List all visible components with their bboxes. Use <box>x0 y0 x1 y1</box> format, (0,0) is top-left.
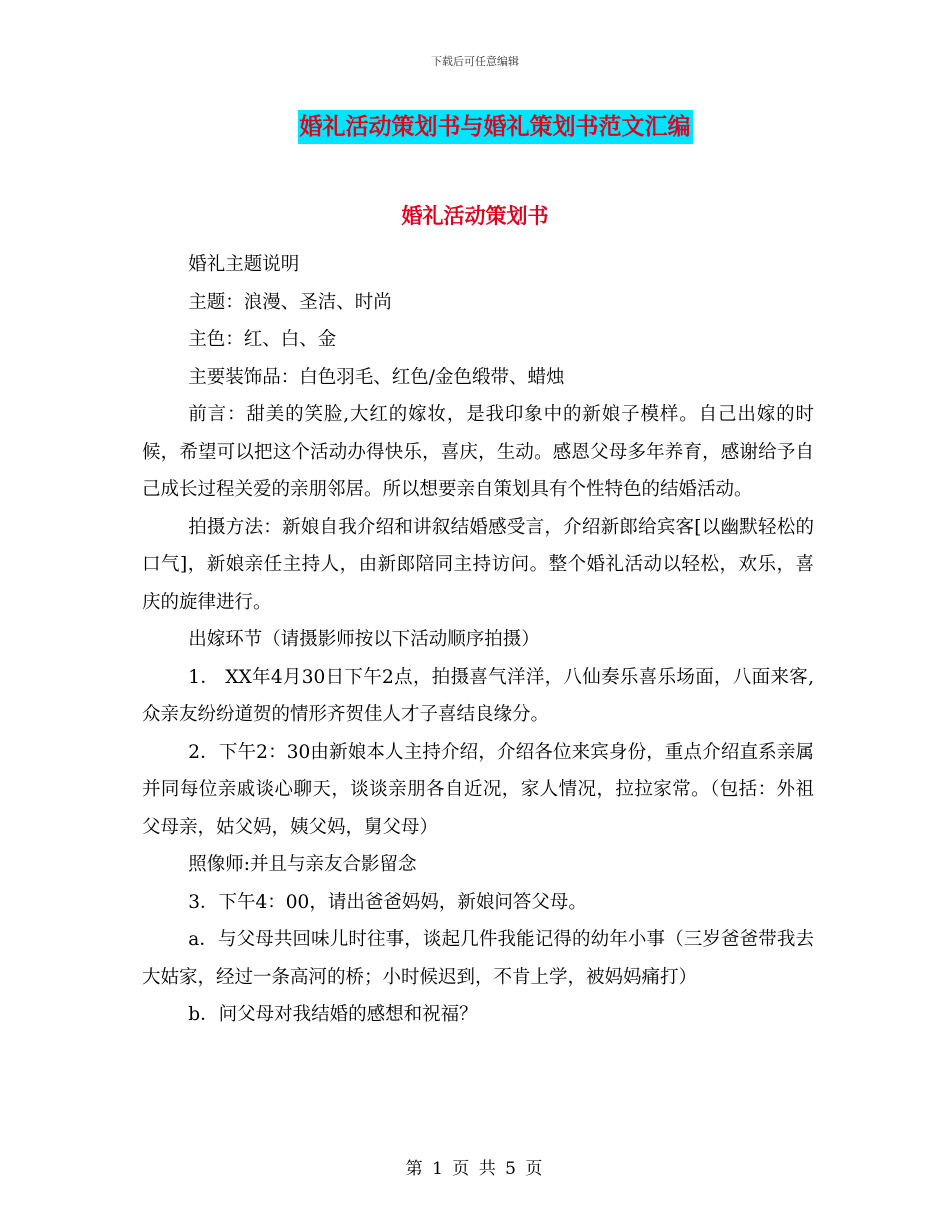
paragraph-theme: 主题：浪漫、圣洁、时尚 <box>188 291 392 313</box>
body-text <box>142 246 814 1034</box>
section-title: 婚礼活动策划书 <box>401 204 549 228</box>
paragraph-preface: 前言：甜美的笑脸,大红的嫁妆，是我印象中的新娘子模样。自己出嫁的时候，希望可以把这个活动办得快乐，喜庆，生动。感恩父母多年养育，感谢给予自己成长过程关爱的亲朋邻居。所以想要亲自策划具有个性特色的结婚活动。 <box>142 404 814 500</box>
paragraph-shooting-method: 拍摄方法：新娘自我介绍和讲叙结婚感受言，介绍新郎给宾客[以幽默轻松的口气]，新娘亲任主持人，由新郎陪同主持访问。整个婚礼活动以轻松，欢乐，喜庆的旋律进行。 <box>142 516 814 613</box>
paragraph-item-b: b．问父母对我结婚的感想和祝福？ <box>188 1004 478 1025</box>
paragraph-item-3: 3．下午4：00，请出爸爸妈妈，新娘问答父母。 <box>188 891 587 913</box>
paragraph-photographer-note: 照像师:并且与亲友合影留念 <box>188 854 417 875</box>
page-number-footer: 第 1 页 共 5 页 <box>405 1159 545 1179</box>
header-note: 下载后可任意编辑 <box>431 55 519 68</box>
paragraph-main-colors: 主色：红、白、金 <box>188 329 337 350</box>
document-title: 婚礼活动策划书与婚礼策划书范文汇编 <box>298 110 693 144</box>
paragraph-item-1: 1． XX年4月30日下午2点，拍摄喜气洋洋，八仙奏乐喜乐场面，八面来客,众亲友纷纷道贺的情形齐贺佳人才子喜结良缘分。 <box>142 666 814 725</box>
document-title-container <box>0 110 950 144</box>
paragraph-item-a: a．与父母共回味儿时往事，谈起几件我能记得的幼年小事（三岁爸爸带我去大姑家，经过一条高河的桥；小时候迟到，不肯上学，被妈妈痛打） <box>142 929 814 988</box>
paragraph-wedding-segment: 出嫁环节（请摄影师按以下活动顺序拍摄） <box>188 629 540 650</box>
paragraph-theme-heading: 婚礼主题说明 <box>188 254 300 275</box>
paragraph-decorations: 主要装饰品：白色羽毛、红色/金色缎带、蜡烛 <box>188 366 565 388</box>
paragraph-item-2: 2．下午2：30由新娘本人主持介绍，介绍各位来宾身份，重点介绍直系亲属并同每位亲戚谈心聊天，谈谈亲朋各自近况，家人情况，拉拉家常。（包括：外祖父母亲，姑父妈，姨父妈，舅父母） <box>142 741 814 838</box>
